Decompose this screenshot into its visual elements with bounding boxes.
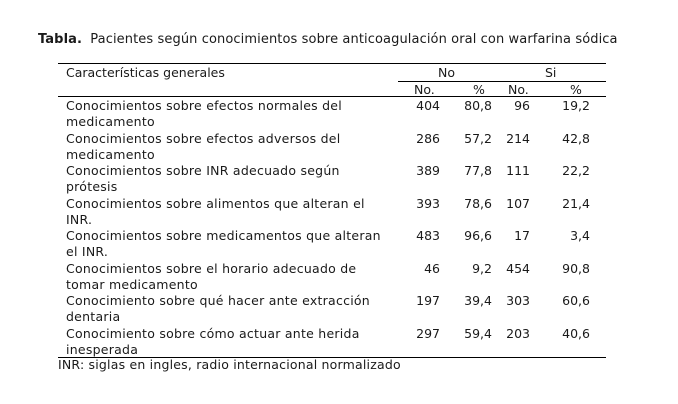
no-count: 46 bbox=[424, 260, 440, 276]
no-count: 393 bbox=[416, 195, 440, 211]
row-description: Conocimiento sobre qué hacer ante extracción dentaria bbox=[66, 293, 370, 324]
no-count: 404 bbox=[416, 98, 440, 113]
no-percent: 77,8 bbox=[464, 163, 492, 178]
table-footnote: INR: siglas en ingles, radio internacional normalizado bbox=[58, 357, 401, 372]
header-si-count: No. bbox=[508, 82, 529, 97]
header-si-percent: % bbox=[570, 82, 582, 97]
si-percent: 40,6 bbox=[562, 325, 590, 341]
table-row bbox=[58, 292, 606, 325]
caption-text: Pacientes según conocimientos sobre anticoagulación oral con warfarina sódica bbox=[90, 32, 618, 47]
knowledge-table bbox=[58, 63, 606, 358]
row-description: Conocimiento sobre cómo actuar ante herida inesperada bbox=[66, 325, 360, 357]
row-description: Conocimientos sobre efectos normales del medicamento bbox=[66, 98, 342, 129]
no-percent: 78,6 bbox=[464, 195, 492, 211]
si-count: 17 bbox=[514, 228, 530, 243]
table-row bbox=[58, 325, 606, 358]
no-percent: 57,2 bbox=[464, 130, 492, 146]
si-count: 96 bbox=[514, 98, 530, 113]
row-description: Conocimientos sobre alimentos que alteran el INR. bbox=[66, 195, 365, 227]
si-percent: 90,8 bbox=[562, 260, 590, 276]
si-count: 111 bbox=[506, 163, 530, 178]
row-description: Conocimientos sobre el horario adecuado de tomar medicamento bbox=[66, 260, 357, 292]
no-count: 286 bbox=[416, 130, 440, 146]
table-row bbox=[58, 130, 606, 163]
si-count: 454 bbox=[506, 260, 530, 276]
table-header bbox=[58, 64, 606, 96]
si-percent: 42,8 bbox=[562, 130, 590, 146]
table-row bbox=[58, 97, 606, 130]
si-percent: 19,2 bbox=[562, 98, 590, 113]
header-group-no: No bbox=[438, 65, 455, 80]
no-count: 197 bbox=[416, 293, 440, 308]
table-caption bbox=[38, 32, 618, 47]
row-description: Conocimientos sobre INR adecuado según prótesis bbox=[66, 163, 340, 194]
table-row bbox=[58, 260, 606, 293]
si-percent: 3,4 bbox=[570, 228, 590, 243]
no-percent: 80,8 bbox=[464, 98, 492, 113]
table-body bbox=[58, 96, 606, 357]
si-count: 214 bbox=[506, 130, 530, 146]
si-count: 107 bbox=[506, 195, 530, 211]
si-count: 303 bbox=[506, 293, 530, 308]
caption-label: Tabla. bbox=[38, 32, 83, 47]
si-count: 203 bbox=[506, 325, 530, 341]
table-row bbox=[58, 195, 606, 228]
row-description: Conocimientos sobre efectos adversos del medicamento bbox=[66, 130, 341, 162]
no-count: 483 bbox=[416, 228, 440, 243]
row-description: Conocimientos sobre medicamentos que alteran el INR. bbox=[66, 228, 381, 259]
no-percent: 9,2 bbox=[472, 260, 492, 276]
header-no-count: No. bbox=[414, 82, 435, 97]
no-percent: 96,6 bbox=[464, 228, 492, 243]
si-percent: 22,2 bbox=[562, 163, 590, 178]
header-no-percent: % bbox=[473, 82, 485, 97]
table-row bbox=[58, 162, 606, 195]
header-group-si: Si bbox=[545, 65, 557, 80]
no-percent: 59,4 bbox=[464, 325, 492, 341]
si-percent: 60,6 bbox=[562, 293, 590, 308]
no-count: 389 bbox=[416, 163, 440, 178]
no-count: 297 bbox=[416, 325, 440, 341]
header-characteristics: Características generales bbox=[66, 65, 225, 80]
si-percent: 21,4 bbox=[562, 195, 590, 211]
table-row bbox=[58, 227, 606, 260]
no-percent: 39,4 bbox=[464, 293, 492, 308]
